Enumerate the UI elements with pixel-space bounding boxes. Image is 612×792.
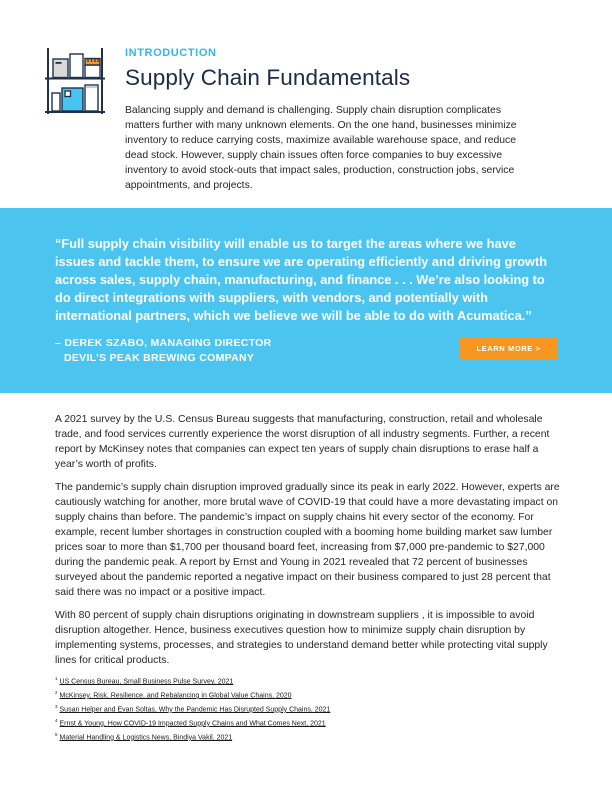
footnote-link[interactable]: Susan Helper and Evan Soltas, Why the Pandemic Has Disrupted Supply Chains, 2021 bbox=[59, 706, 331, 714]
footnote-link[interactable]: Material Handling & Logistics News, Bindiya Vakil, 2021 bbox=[59, 734, 233, 742]
attribution-name: – DEREK SZABO, MANAGING DIRECTOR bbox=[55, 337, 272, 349]
intro-paragraph: Balancing supply and demand is challenging. Supply chain disruption complicates matters further with many unknown elements. On the one hand, businesses minimize inventory to reduce carrying costs, maximize available warehouse space, and reduce dead stock. However, supply chain issues often force companies to buy excessive inventory to avoid stock-outs that impact sales, production, construction jobs, service appointments, and projects. bbox=[125, 105, 517, 191]
footnote-number: 2 bbox=[55, 689, 58, 695]
page-title: Supply Chain Fundamentals bbox=[125, 65, 411, 90]
learn-more-button[interactable]: LEARN MORE > bbox=[460, 338, 557, 359]
footnote-number: 5 bbox=[55, 731, 58, 737]
footnote-item bbox=[55, 688, 515, 702]
section-kicker: INTRODUCTION bbox=[125, 47, 217, 59]
quote-callout bbox=[0, 208, 612, 393]
footnotes bbox=[55, 674, 515, 744]
body-paragraph: A 2021 survey by the U.S. Census Bureau suggests that manufacturing, construction, retail and wholesale trade, and food services currently experience the worst disruption of all industry segments. Further, a recent report by McKinsey notes that companies can expect ten years of supply chain disruptions to erase half a year’s worth of profits. bbox=[55, 414, 550, 470]
footnote-item bbox=[55, 702, 515, 716]
header bbox=[125, 47, 517, 193]
footnote-link[interactable]: Ernst & Young, How COVID-19 Impacted Supply Chains and What Comes Next, 2021 bbox=[59, 720, 326, 728]
footnote-item bbox=[55, 730, 515, 744]
footnote-number: 1 bbox=[55, 676, 58, 681]
attribution-company: DEVIL’S PEAK BREWING COMPANY bbox=[64, 352, 255, 364]
warehouse-shelf-icon bbox=[45, 48, 105, 114]
footnote-link[interactable]: McKinsey, Risk, Resilience, and Rebalancing in Global Value Chains, 2020 bbox=[59, 692, 292, 700]
footnote-link[interactable]: US Census Bureau, Small Business Pulse Survey, 2021 bbox=[59, 678, 234, 686]
footnote-number: 3 bbox=[55, 703, 58, 709]
footnote-item bbox=[55, 716, 515, 730]
body-paragraph: The pandemic’s supply chain disruption improved gradually since its peak in early 2022. However, experts are cautiously watching for another, more brutal wave of COVID-19 that could have a more devastating impact on supply chains than before. The pandemic’s impact on supply chains hit every sector of the economy. For example, recent lumber shortages in construction coupled with a booming home building market saw lumber prices soar to more than $1,700 per thousand board feet, increasing from $7,000 pre-pandemic to $27,000 during the pandemic peak. A report by Ernst and Young in 2021 revealed that 72 percent of businesses surveyed about the pandemic reported a negative impact on their business compared to just 28 percent that said there was no impact or a positive impact. bbox=[55, 482, 560, 598]
body-paragraph: With 80 percent of supply chain disruptions originating in downstream suppliers , it is impossible to avoid disruption altogether. Hence, business executives question how to minimize supply chain disruption by implementing systems, processes, and strategies to understand demand better while protecting vital supply lines for critical products. bbox=[55, 610, 548, 666]
quote-text: “Full supply chain visibility will enable us to target the areas where we have issues and tackle them, to ensure we are operating efficiently and driving growth across sales, supply chain, manufacturing, and finance . . . We’re also looking to do direct integrations with suppliers, with vendors, and potentially with international partners, which we believe we will be able to do with Acumatica.” bbox=[55, 236, 548, 323]
footnote-item bbox=[55, 674, 515, 688]
quote-footer bbox=[55, 336, 557, 366]
body-copy bbox=[55, 412, 561, 676]
footnote-number: 4 bbox=[55, 717, 58, 723]
